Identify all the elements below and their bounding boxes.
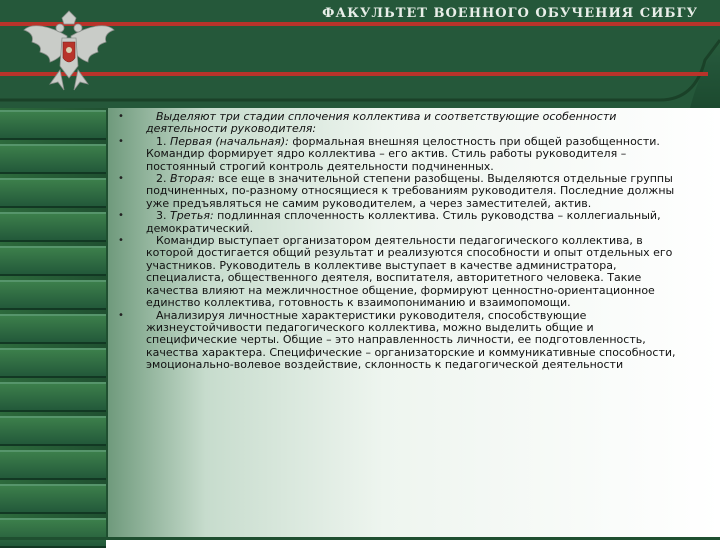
sidebar-tab	[0, 518, 106, 548]
stage-name: Вторая:	[170, 172, 215, 186]
stage-text: все еще в значительной степени разобщены. Выделяются отдельные группы подчиненных, по-разному относящиеся к требованиям руководителя. Последние должны уже предъявляться не самим руководителем, а через заместителей, актив.	[146, 172, 675, 210]
sidebar-tab	[0, 144, 106, 174]
bullet: •	[118, 235, 124, 247]
sidebar-tab	[0, 348, 106, 378]
paragraph-text: Анализируя личностные характеристики руководителя, способствующие жизнеустойчивости педагогического коллектива, можно выделить общие и специфические черты. Общие – это направленность личности, ее подготовленность, качества характера. Специфические – организаторские и коммуникативные способности, эмоционально-волевое воздействие, склонность к педагогической деятельности	[146, 308, 676, 372]
stage-name: Третья:	[170, 209, 214, 223]
paragraph	[118, 134, 686, 173]
stage-text: формальная внешняя целостность при общей разобщенности. Командир формирует ядро коллектива – его актив. Стиль работы руководителя – постоянный строгий контроль деятельности подчиненных.	[146, 134, 660, 173]
body-text	[118, 111, 686, 372]
sidebar-tab	[0, 110, 106, 140]
bullet: •	[118, 173, 124, 185]
stage-text: подлинная сплоченность коллектива. Стиль руководства – коллегиальный, демократический.	[146, 209, 661, 235]
stage-name: Первая (начальная):	[170, 134, 289, 148]
paragraph	[118, 308, 686, 372]
double-headed-eagle-emblem-icon	[20, 8, 118, 98]
sidebar-tab	[0, 382, 106, 412]
stage-number: 3.	[156, 209, 170, 223]
sidebar-tab	[0, 314, 106, 344]
sidebar-tab	[0, 246, 106, 276]
bullet: •	[118, 210, 124, 222]
sidebar-tab	[0, 178, 106, 208]
paragraph-intro: Выделяют три стадии сплочения коллектива и соответствующие особенности деятельности руководителя:	[146, 110, 617, 136]
sidebar-tab	[0, 484, 106, 514]
sidebar-tab	[0, 450, 106, 480]
paragraph	[118, 110, 686, 136]
sidebar-tab	[0, 280, 106, 310]
left-sidebar	[0, 108, 108, 540]
bullet: •	[118, 111, 124, 122]
stage-number: 1.	[156, 134, 170, 148]
sidebar-tab	[0, 212, 106, 242]
paragraph	[118, 172, 686, 210]
paragraph	[118, 209, 686, 235]
paragraph-text: Командир выступает организатором деятельности педагогического коллектива, в которой достигается общий результат и реализуются способности и опыт отдельных его участников. Руководитель в коллективе выступает в качестве администратора, специалиста, общественного деятеля, воспитателя, авторитетного человека. Такие качества влияют на межличностное общение, формируют ценностно-ориентационное единство коллектива, готовность к взаимопониманию и взаимопомощи.	[146, 234, 673, 310]
header-banner	[0, 0, 720, 108]
bullet: •	[118, 309, 124, 321]
bullet: •	[118, 135, 124, 147]
paragraph	[118, 234, 686, 310]
page-title: ФАКУЛЬТЕТ ВОЕННОГО ОБУЧЕНИЯ СИБГУ	[322, 6, 698, 21]
sidebar-tab	[0, 416, 106, 446]
stage-number: 2.	[156, 172, 170, 186]
